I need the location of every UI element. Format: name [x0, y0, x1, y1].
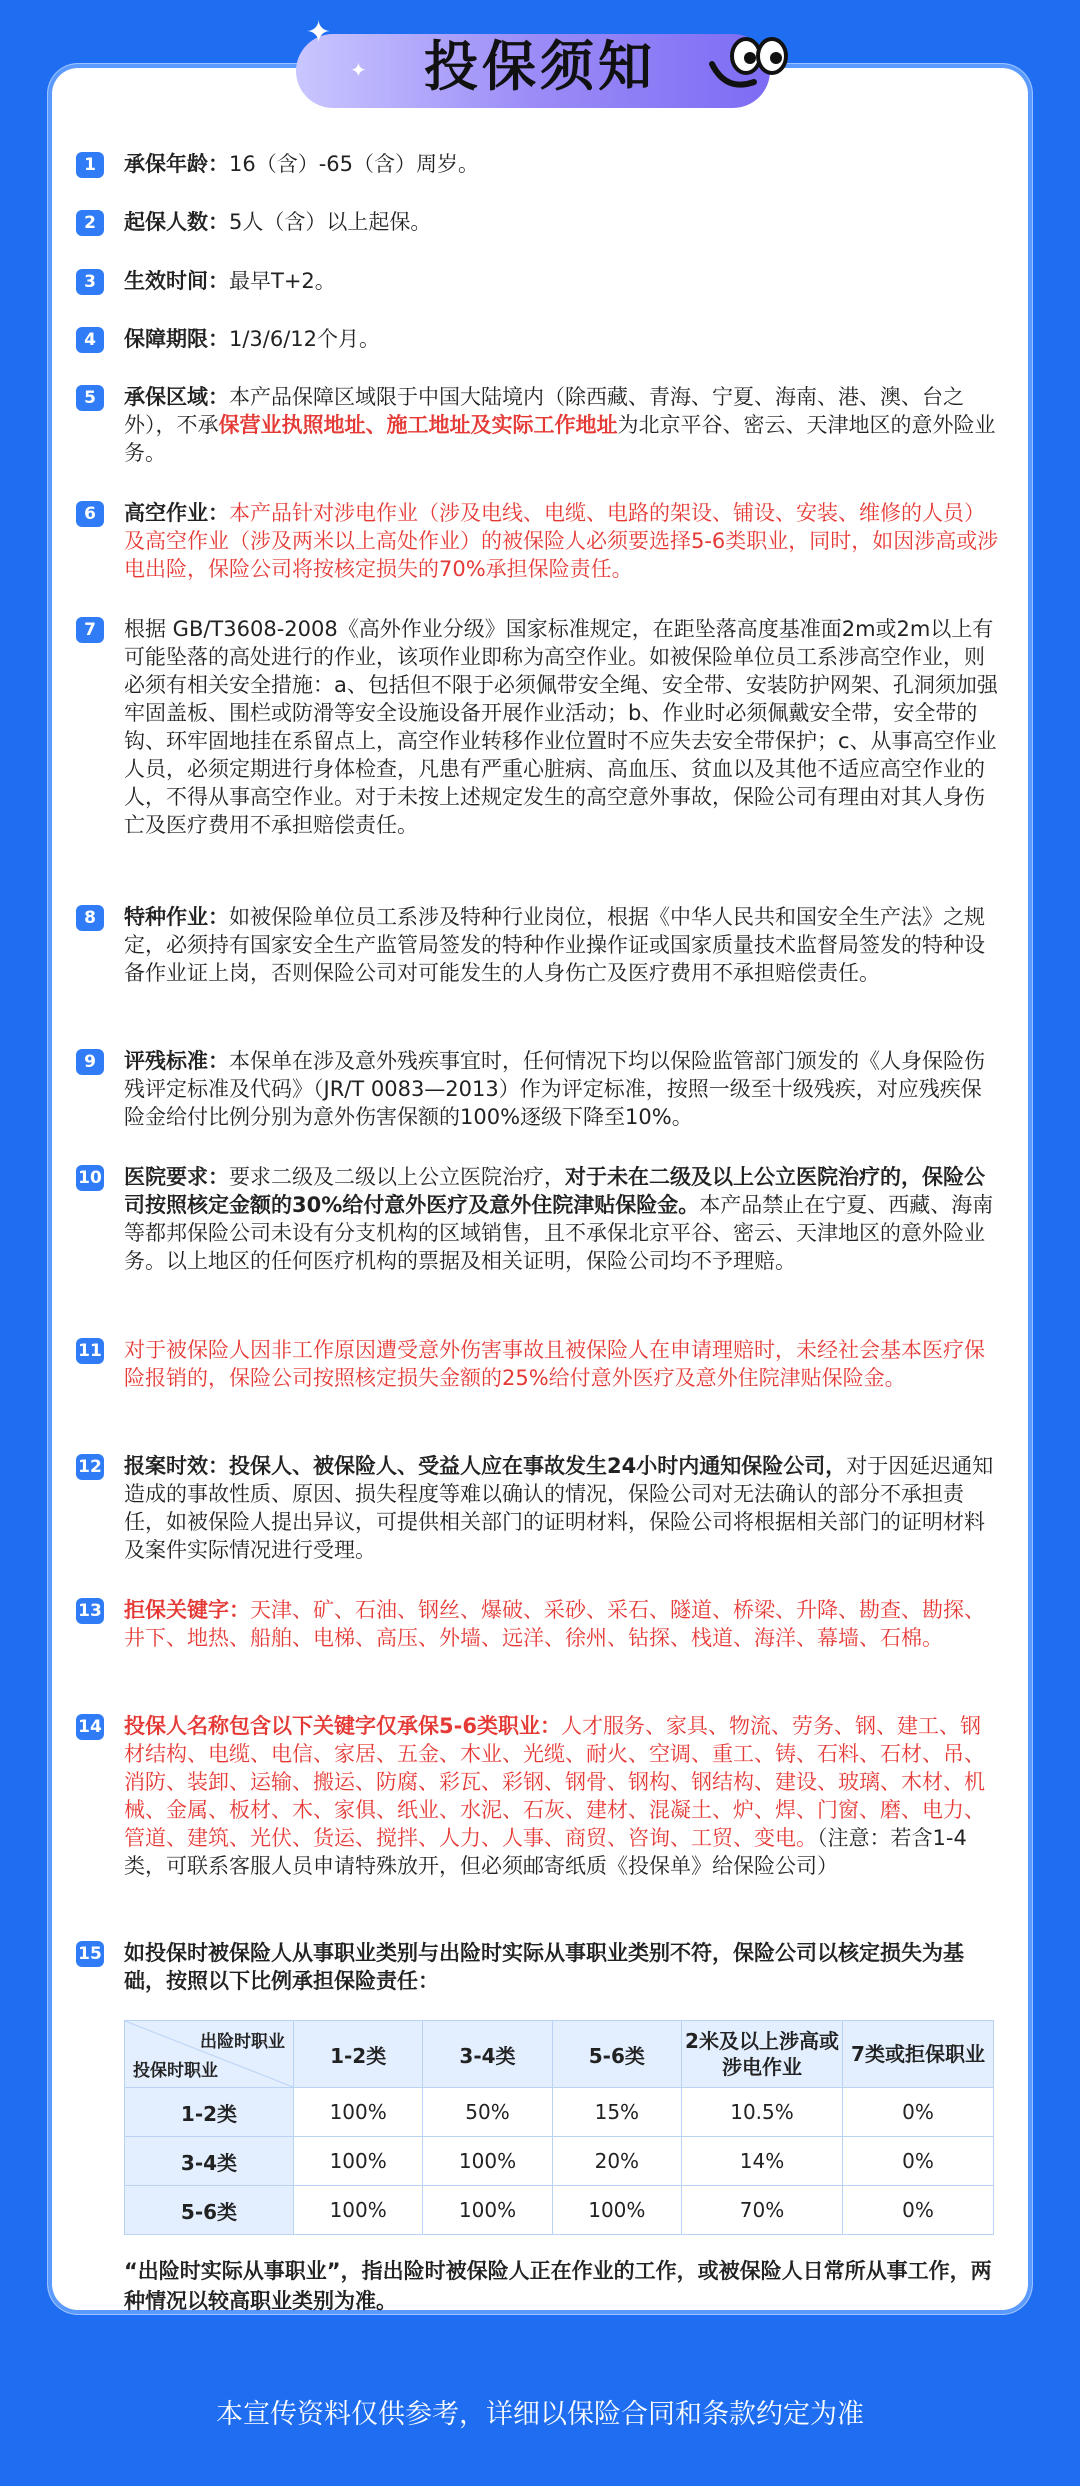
item-number: 11 [76, 1338, 104, 1364]
table-corner-cell: 出险时职业 投保时职业 [125, 2021, 294, 2088]
table-header-cell: 3-4类 [423, 2021, 552, 2088]
item-number: 6 [76, 501, 104, 527]
table-cell: 0% [843, 2137, 994, 2186]
table-header-cell: 2米及以上涉高或涉电作业 [682, 2021, 843, 2088]
list-item: 4 保障期限：1/3/6/12个月。 [76, 325, 380, 353]
item-number: 8 [76, 905, 104, 931]
table-row [125, 2088, 994, 2137]
table-cell: 0% [843, 2088, 994, 2137]
list-item: 14 投保人名称包含以下关键字仅承保5-6类职业：人才服务、家具、物流、劳务、钢、建工、钢材结构、电缆、电信、家居、五金、木业、光缆、耐火、空调、重工、铸、石料、石材、吊、消防、装卸、运输、搬运、防腐、彩瓦、彩钢、钢骨、钢构、钢结构、建设、玻璃、木材、机械、金属、板材、木、家俱、纸业、水泥、石灰、建材、混凝土、炉、焊、门窗、磨、电力、管道、建筑、光伏、货运、搅拌、人力、人事、商贸、咨询、工贸、变电。（注意：若含1-4类，可联系客服人员申请特殊放开，但必须邮寄纸质《投保单》给保险公司） [76, 1712, 1000, 1880]
item-number: 12 [76, 1454, 104, 1480]
table-header-cell: 7类或拒保职业 [843, 2021, 994, 2088]
item-number: 4 [76, 327, 104, 353]
row-label: 3-4类 [125, 2137, 294, 2186]
list-item: 9 评残标准：本保单在涉及意外残疾事宜时，任何情况下均以保险监管部门颁发的《人身保险伤残评定标准及代码》（JR/T 0083—2013）作为评定标准，按照一级至十级残疾，对应残疾保险金给付比例分别为意外伤害保额的100%逐级下降至10%。 [76, 1047, 1000, 1131]
table-cell: 100% [294, 2137, 423, 2186]
list-item: 1 承保年龄：16（含）-65（含）周岁。 [76, 150, 479, 178]
item-number: 10 [76, 1165, 104, 1191]
item-number: 3 [76, 269, 104, 295]
list-item: 6 高空作业：本产品针对涉电作业（涉及电线、电缆、电路的架设、铺设、安装、维修的人员）及高空作业（涉及两米以上高处作业）的被保险人必须要选择5-6类职业，同时，如因涉高或涉电出险，保险公司将按核定损失的70%承担保险责任。 [76, 499, 1000, 583]
sparkle-icon: ✦ [350, 58, 367, 82]
table-header-row [125, 2021, 994, 2088]
table-cell: 100% [423, 2186, 552, 2235]
table-row [125, 2186, 994, 2235]
table-cell: 50% [423, 2088, 552, 2137]
table-cell: 0% [843, 2186, 994, 2235]
list-item: 10 医院要求：要求二级及二级以上公立医院治疗，对于未在二级及以上公立医院治疗的，保险公司按照核定金额的30%给付意外医疗及意外住院津贴保险金。本产品禁止在宁夏、西藏、海南等都邦保险公司未设有分支机构的区域销售，且不承保北京平谷、密云、天津地区的意外险业务。以上地区的任何医疗机构的票据及相关证明，保险公司均不予理赔。 [76, 1163, 1000, 1275]
table-cell: 100% [294, 2186, 423, 2235]
item-number: 2 [76, 210, 104, 236]
list-item: 8 特种作业：如被保险单位员工系涉及特种行业岗位，根据《中华人民共和国安全生产法》之规定，必须持有国家安全生产监管局签发的特种作业操作证或国家质量技术监督局签发的特种设备作业证上岗，否则保险公司对可能发生的人身伤亡及医疗费用不承担赔偿责任。 [76, 903, 1000, 987]
item-number: 14 [76, 1714, 104, 1740]
list-item: 2 起保人数：5人（含）以上起保。 [76, 208, 431, 236]
list-item: 12 报案时效：投保人、被保险人、受益人应在事故发生24小时内通知保险公司，对于因延迟通知造成的事故性质、原因、损失程度等难以确认的情况，保险公司对无法确认的部分不承担责任，如被保险人提出异议，可提供相关部门的证明材料，保险公司将根据相关部门的证明材料及案件实际情况进行受理。 [76, 1452, 1000, 1564]
occupation-note: “出险时实际从事职业”，指出险时被保险人正在作业的工作，或被保险人日常所从事工作，两种情况以较高职业类别为准。 [124, 2259, 992, 2313]
ratio-table [124, 2020, 994, 2235]
list-item: 13 拒保关键字：天津、矿、石油、钢丝、爆破、采砂、采石、隧道、桥梁、升降、勘查、勘探、井下、地热、船舶、电梯、高压、外墙、远洋、徐州、钻探、栈道、海洋、幕墙、石棉。 [76, 1596, 1000, 1652]
disclaimer-footer: 本宣传资料仅供参考，详细以保险合同和条款约定为准 [216, 2399, 864, 2430]
list-item: 7 根据 GB/T3608-2008《高外作业分级》国家标准规定，在距坠落高度基准面2m或2m以上有可能坠落的高处进行的作业，该项作业即称为高空作业。如被保险单位员工系涉高空作业，则必须有相关安全措施：a、包括但不限于必须佩带安全绳、安全带、安装防护网架、孔洞须加强牢固盖板、围栏或防滑等安全设施设备开展作业活动；b、作业时必须佩戴安全带，安全带的钩、环牢固地挂在系留点上，高空作业转移作业位置时不应失去安全带保护；c、从事高空作业人员，必须定期进行身体检查，凡患有严重心脏病、高血压、贫血以及其他不适应高空作业的人，不得从事高空作业。对于未按上述规定发生的高空意外事故，保险公司有理由对其人身伤亡及医疗费用不承担赔偿责任。 [76, 615, 1000, 839]
table-cell: 14% [682, 2137, 843, 2186]
list-item: 3 生效时间：最早T+2。 [76, 267, 336, 295]
row-label: 5-6类 [125, 2186, 294, 2235]
table-cell: 100% [552, 2186, 681, 2235]
sparkle-icon: ✦ [306, 15, 332, 50]
table-header-cell: 1-2类 [294, 2021, 423, 2088]
item-number: 1 [76, 152, 104, 178]
table-cell: 100% [423, 2137, 552, 2186]
item-number: 15 [76, 1941, 104, 1967]
list-item: 15 如投保时被保险人从事职业类别与出险时实际从事职业类别不符，保险公司以核定损失为基础，按照以下比例承担保险责任： [76, 1939, 1000, 1995]
item-number: 5 [76, 385, 104, 411]
table-cell: 15% [552, 2088, 681, 2137]
table-cell: 70% [682, 2186, 843, 2235]
item-number: 13 [76, 1598, 104, 1624]
smiley-face-icon [706, 30, 796, 100]
table-header-cell: 5-6类 [552, 2021, 681, 2088]
table-cell: 10.5% [682, 2088, 843, 2137]
table-cell: 100% [294, 2088, 423, 2137]
table-row [125, 2137, 994, 2186]
list-item: 5 承保区域：本产品保障区域限于中国大陆境内（除西藏、青海、宁夏、海南、港、澳、台之外），不承保营业执照地址、施工地址及实际工作地址为北京平谷、密云、天津地区的意外险业务。 [76, 383, 1000, 467]
item-number: 9 [76, 1049, 104, 1075]
page-title: 投保须知 [424, 35, 656, 98]
table-cell: 20% [552, 2137, 681, 2186]
list-item: 11 对于被保险人因非工作原因遭受意外伤害事故且被保险人在申请理赔时，未经社会基本医疗保险报销的，保险公司按照核定损失金额的25%给付意外医疗及意外住院津贴保险金。 [76, 1336, 1000, 1392]
row-label: 1-2类 [125, 2088, 294, 2137]
item-number: 7 [76, 617, 104, 643]
